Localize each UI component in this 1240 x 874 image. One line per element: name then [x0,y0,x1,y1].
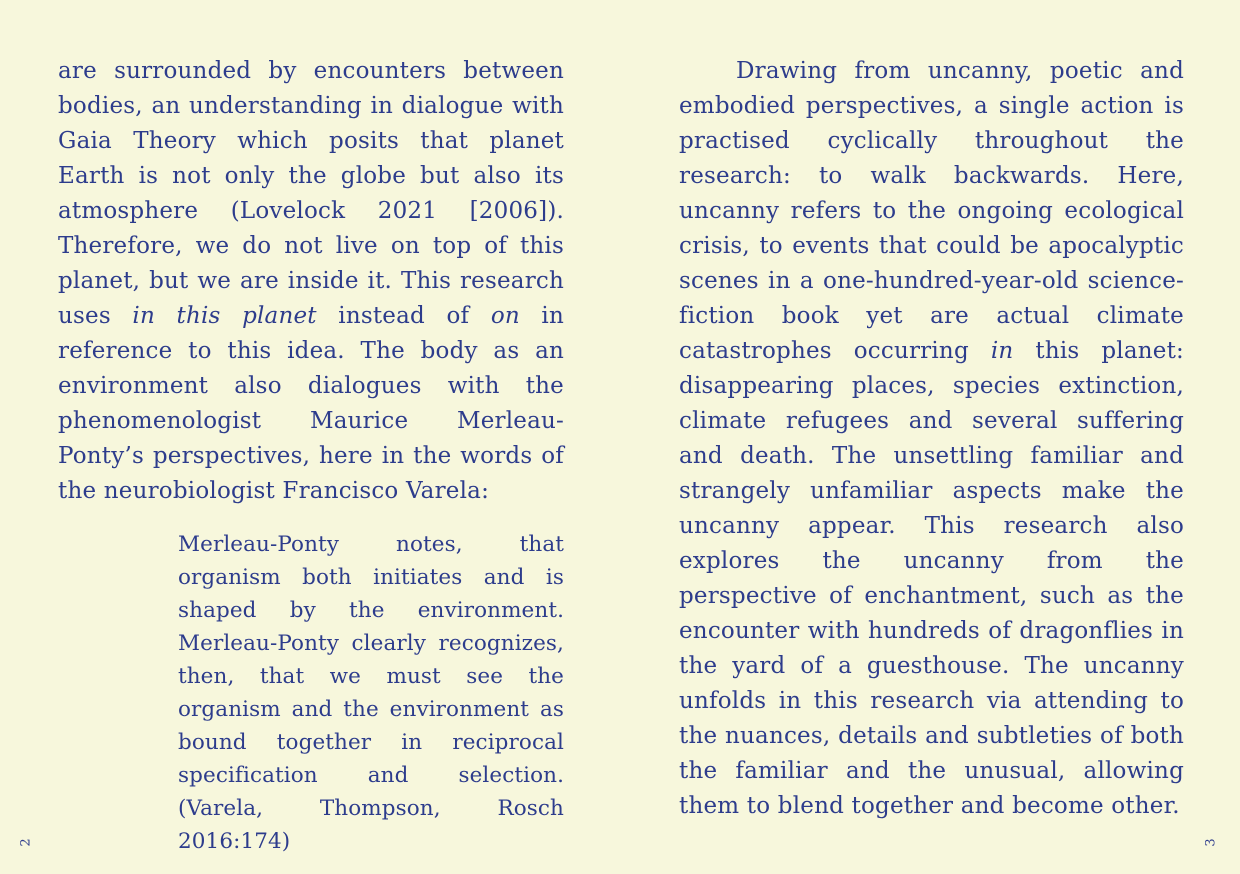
page-number-left: 2 [18,838,34,847]
text-run: instead of [316,303,491,329]
left-page [58,54,564,858]
italic-text-run: in [990,338,1014,364]
italic-text-run: in this planet [132,303,317,329]
italic-text-run: on [490,303,520,329]
text-run: Drawing from uncanny, poetic and embodied perspectives, a single action is practised cyclically throughout the research: to walk backwards. Here, uncanny refers to the ongoing ecological crisis, to events that could be apocalyptic scenes in a one-hundred-year-old science-fiction book yet are actual climate catastrophes occurring [679,58,1184,364]
right-page-paragraph [679,54,1184,824]
text-run: this planet: disappearing places, species extinction, climate refugees and several suffering and death. The unsettling familiar and strangely unfamiliar aspects make the uncanny appear. This research also explores the uncanny from the perspective of enchantment, such as the encounter with hundreds of dragonflies in the yard of a guesthouse. The uncanny unfolds in this research via attending to the nuances, details and subtleties of both the familiar and the unusual, allowing them to blend together and become other. [679,338,1184,819]
block-quote: Merleau-Ponty notes, that organism both initiates and is shaped by the environment. Merleau-Ponty clearly recognizes, then, that we must see the organism and the environment as bound together in reciprocal specification and selection. (Varela, Thompson, Rosch 2016:174) [178,532,564,854]
text-run: are surrounded by encounters between bodies, an understanding in dialogue with Gaia Theory which posits that planet Earth is not only the globe but also its atmosphere (Lovelock 2021 [2006]). Therefore, we do not live on top of this planet, but we are inside it. This research uses [58,58,564,329]
right-page [679,54,1184,824]
page-number-right: 3 [1203,838,1219,847]
left-page-paragraph [58,54,564,509]
text-run: in reference to this idea. The body as an environment also dialogues with the phenomenologist Maurice Merleau-Ponty’s perspectives, here in the words of the neurobiologist Francisco Varela: [58,303,564,504]
